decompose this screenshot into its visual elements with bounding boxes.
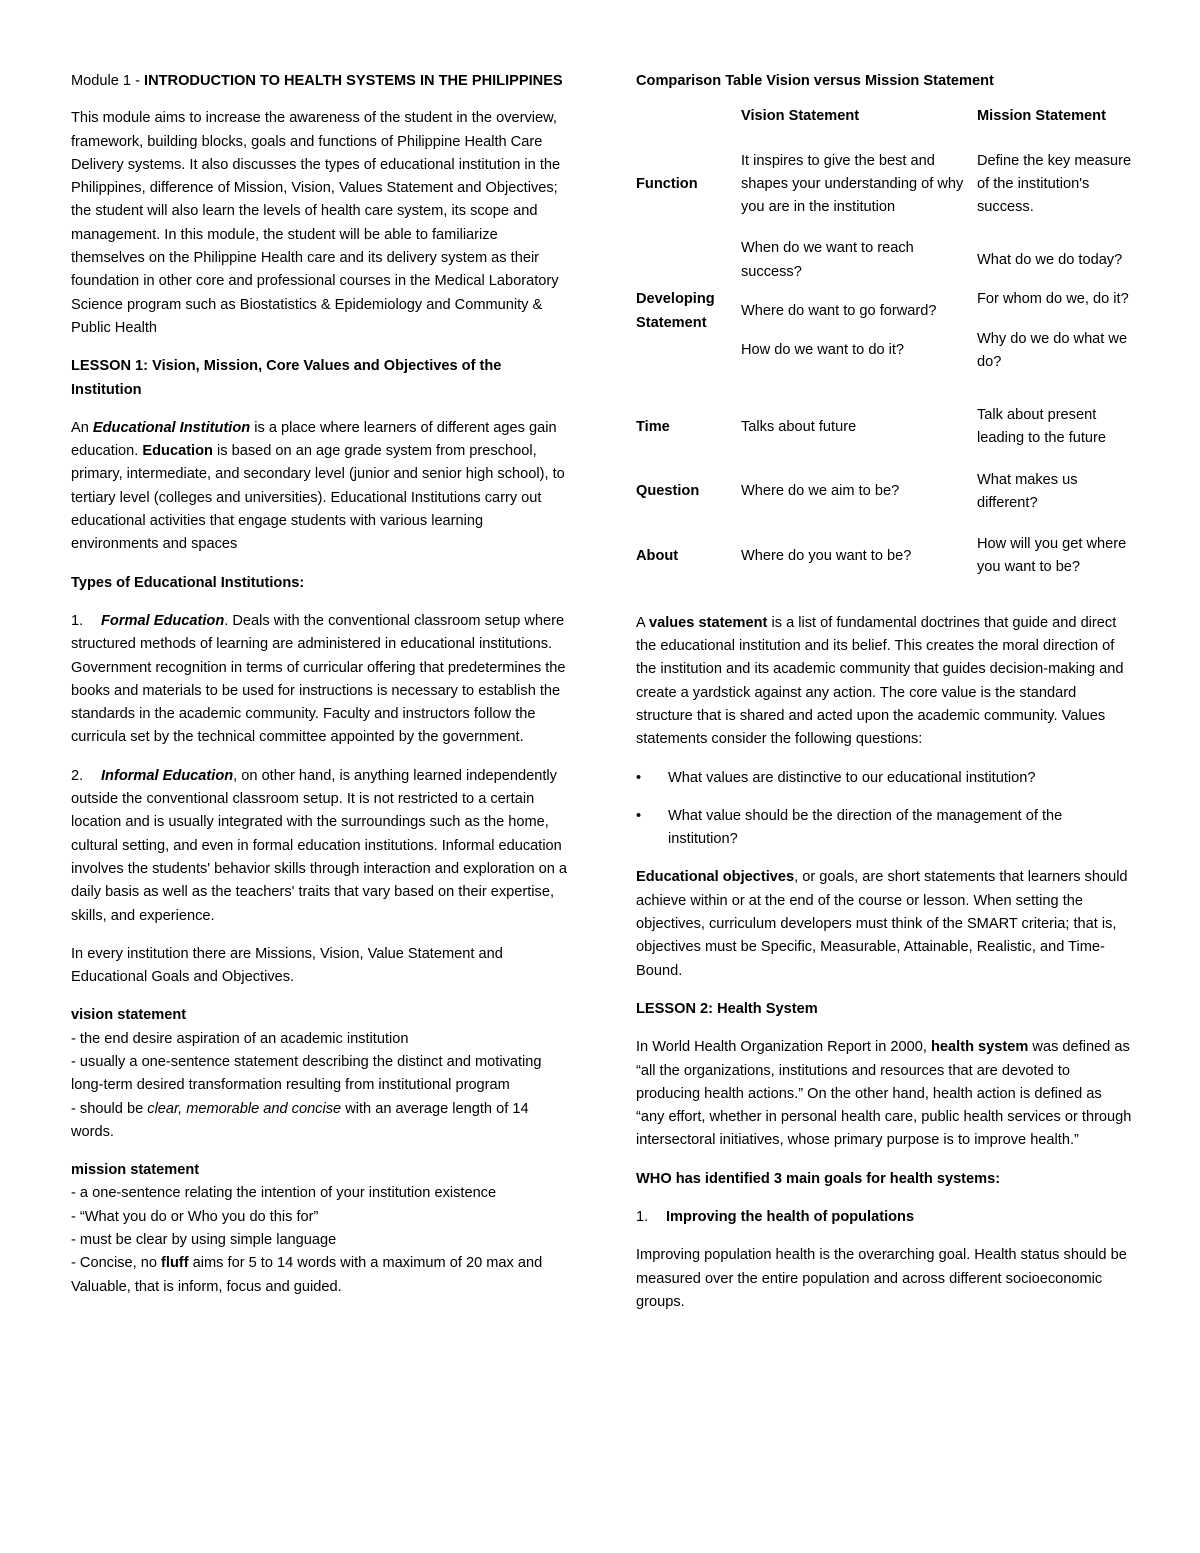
text-run: An	[71, 419, 93, 436]
lesson1-label: LESSON 1:	[71, 358, 149, 375]
values-statement-paragraph	[636, 612, 1134, 752]
types-heading-text: Types of Educational Institutions:	[71, 574, 305, 591]
goal-1-paragraph: Improving population health is the overarching goal. Health status should be measured over the entire population and across different socioeconomic groups.	[636, 1247, 1127, 1310]
list-number: 2.	[71, 767, 84, 784]
table-header-cell	[636, 105, 741, 149]
formal-education-item	[71, 610, 569, 750]
lesson1-heading	[71, 355, 569, 402]
right-column	[636, 70, 1134, 1329]
vision-point: - usually a one-sentence statement describing the distinct and motivating long-term desired transformation resulting from institutional program	[71, 1053, 542, 1094]
bullet-item	[636, 767, 1134, 790]
text-run: A	[636, 614, 649, 631]
table-row	[636, 469, 1136, 534]
formal-education-term: Formal Education	[101, 612, 225, 629]
text-run: In World Health Organization Report in 2000,	[636, 1039, 932, 1056]
table-cell: What makes us different?	[977, 471, 1078, 511]
comparison-table	[636, 105, 1136, 597]
bullet-icon: •	[636, 769, 642, 786]
informal-education-term: Informal Education	[101, 767, 234, 784]
text-run: is a place where learners of different ages gain education.	[71, 419, 557, 460]
education-term: Education	[142, 443, 213, 460]
cell-line: How do we want to do it?	[741, 342, 905, 359]
row-label: Time	[636, 418, 670, 435]
fluff-term: fluff	[161, 1255, 189, 1272]
table-cell: Talk about present leading to the future	[977, 406, 1107, 447]
mission-statement-block	[71, 1159, 569, 1299]
text-run: was defined as “all the organizations, institutions and resources that are devoted to producing health actions.” On the other hand, health action is defined as “any effort, whether in personal health care, public health services or through intersectoral initiatives, whose primary purpose is to improve health.”	[636, 1039, 1132, 1149]
table-row	[636, 237, 1136, 403]
table-cell: Where do you want to be?	[741, 547, 912, 564]
text-run: - should be	[71, 1100, 148, 1117]
list-number: 1.	[636, 1208, 649, 1225]
goals-heading	[636, 1168, 1134, 1191]
goal-1-title: Improving the health of populations	[666, 1208, 915, 1225]
cell-line: When do we want to reach success?	[741, 240, 914, 280]
text-run: , on other hand, is anything learned independently outside the conventional classroom setup. It is not restricted to a certain location and is usually integrated with the surroundings such as the home, cultural setting, and even in formal education institutions. Informal education involves the students' behavior skills through interaction and exploration on a daily basis as well as the teachers' traits that vary based on their expertise, skills, and experience.	[71, 767, 568, 924]
module-title: INTRODUCTION TO HEALTH SYSTEMS IN THE PHILIPPINES	[144, 73, 563, 89]
mission-point	[71, 1252, 569, 1299]
text-run: with an average length of 14 words.	[71, 1100, 529, 1140]
cell-line: Where do want to go forward?	[741, 303, 937, 320]
lesson2-heading	[636, 998, 1134, 1021]
educational-objectives-paragraph	[636, 866, 1134, 982]
lesson2-heading-text: LESSON 2: Health System	[636, 1000, 818, 1017]
module-heading	[71, 70, 569, 93]
module-prefix: Module 1 -	[71, 73, 145, 89]
table-header-row	[636, 105, 1136, 149]
text-run: is based on an age grade system from preschool, primary, intermediate, and secondary level (junior and senior high school), to tertiary level (colleges and universities). Educational Institutions carry out educational activities that engage students with various learning environments and spaces	[71, 443, 565, 553]
table-title-text: Comparison Table Vision versus Mission Statement	[636, 73, 994, 89]
row-label: Question	[636, 483, 700, 500]
every-institution-paragraph: In every institution there are Missions, Vision, Value Statement and Educational Goals and Objectives.	[71, 945, 503, 986]
health-system-term: health system	[931, 1039, 1029, 1056]
mission-point: - must be clear by using simple language	[71, 1232, 337, 1249]
educational-institution-paragraph	[71, 417, 569, 557]
bullet-text: What value should be the direction of the management of the institution?	[668, 807, 1063, 848]
mission-point: - a one-sentence relating the intention of your institution existence	[71, 1185, 497, 1202]
left-column	[71, 70, 569, 1314]
table-cell	[977, 237, 1136, 403]
module-intro: This module aims to increase the awareness of the student in the overview, framework, building blocks, goals and functions of Philippine Health Care Delivery systems. It also discusses the types of educational institution in the Philippines, difference of Mission, Vision, Values Statement and Objectives; the student will also learn the levels of health care system, its scope and management. In this module, the student will be able to familiarize themselves on the Philippine Health care and its delivery system as their foundation in other core and professional courses in the Medical Laboratory Science program such as Biostatistics & Epidemiology and Community & Public Health	[71, 110, 561, 336]
bullet-icon: •	[636, 807, 642, 824]
cell-line: What do we do today?	[977, 252, 1123, 269]
table-title	[636, 70, 1134, 93]
bullet-text: What values are distinctive to our educational institution?	[668, 769, 1036, 786]
text-run: is a list of fundamental doctrines that guide and direct the educational institution and its belief. This creates the moral direction of the institution and its academic community that guides decision-making and create a yardstick against any action. The core value is the standard structure that is shared and acted upon the academic community. Values statements consider the following questions:	[636, 614, 1124, 748]
table-header-cell: Mission Statement	[977, 108, 1106, 125]
informal-education-item	[71, 765, 569, 928]
types-heading	[71, 572, 569, 595]
cell-line: Why do we do what we do?	[977, 330, 1128, 371]
mission-heading: mission statement	[71, 1162, 200, 1179]
row-label: Function	[636, 175, 698, 192]
educational-institution-term: Educational Institution	[92, 419, 251, 436]
text-run: aims for 5 to 14 words with a maximum of 20 max and Valuable, that is inform, focus and guided.	[71, 1255, 543, 1295]
table-cell	[741, 237, 977, 403]
lesson1-title: Vision, Mission, Core Values and Objectives of the Institution	[71, 358, 502, 398]
bullet-item	[636, 805, 1134, 852]
mission-point: - “What you do or Who you do this for”	[71, 1208, 319, 1225]
goal-1-heading	[636, 1206, 1134, 1229]
table-row	[636, 533, 1136, 598]
row-label: About	[636, 547, 679, 564]
vision-point: - the end desire aspiration of an academic institution	[71, 1030, 409, 1047]
vision-heading: vision statement	[71, 1007, 187, 1024]
list-number: 1.	[71, 612, 84, 629]
values-statement-term: values statement	[648, 614, 768, 631]
educational-objectives-term: Educational objectives	[636, 869, 795, 886]
text-run: , or goals, are short statements that learners should achieve within or at the end of the course or lesson. When setting the objectives, curriculum developers must think of the SMART criteria; that is, objectives must be Specific, Measurable, Attainable, Realistic, and Time-Bound.	[636, 869, 1128, 979]
text-run: . Deals with the conventional classroom setup where structured methods of learning are administered in educational institutions. Government recognition in terms of curricular offering that predetermines the books and materials to be used for instructions is necessary to establish the standards in the academic community. Faculty and instructors follow the curricula set by the technical committee appointed by the government.	[71, 612, 566, 746]
cell-line: For whom do we, do it?	[977, 291, 1129, 308]
row-label: Developing Statement	[636, 291, 715, 331]
table-cell: Talks about future	[741, 418, 857, 435]
vision-point	[71, 1098, 569, 1145]
table-row	[636, 150, 1136, 238]
table-cell: It inspires to give the best and shapes your understanding of why you are in the institution	[741, 152, 964, 216]
table-header-cell: Vision Statement	[741, 108, 860, 125]
vision-emphasis: clear, memorable and concise	[147, 1100, 342, 1117]
goals-heading-text: WHO has identified 3 main goals for health systems:	[636, 1170, 1001, 1187]
who-report-paragraph	[636, 1036, 1134, 1152]
table-cell: Where do we aim to be?	[741, 483, 900, 500]
table-row	[636, 404, 1136, 469]
text-run: - Concise, no	[71, 1255, 162, 1272]
table-cell: Define the key measure of the institution's success.	[977, 152, 1132, 216]
table-cell: How will you get where you want to be?	[977, 536, 1127, 576]
vision-statement-block	[71, 1004, 569, 1144]
